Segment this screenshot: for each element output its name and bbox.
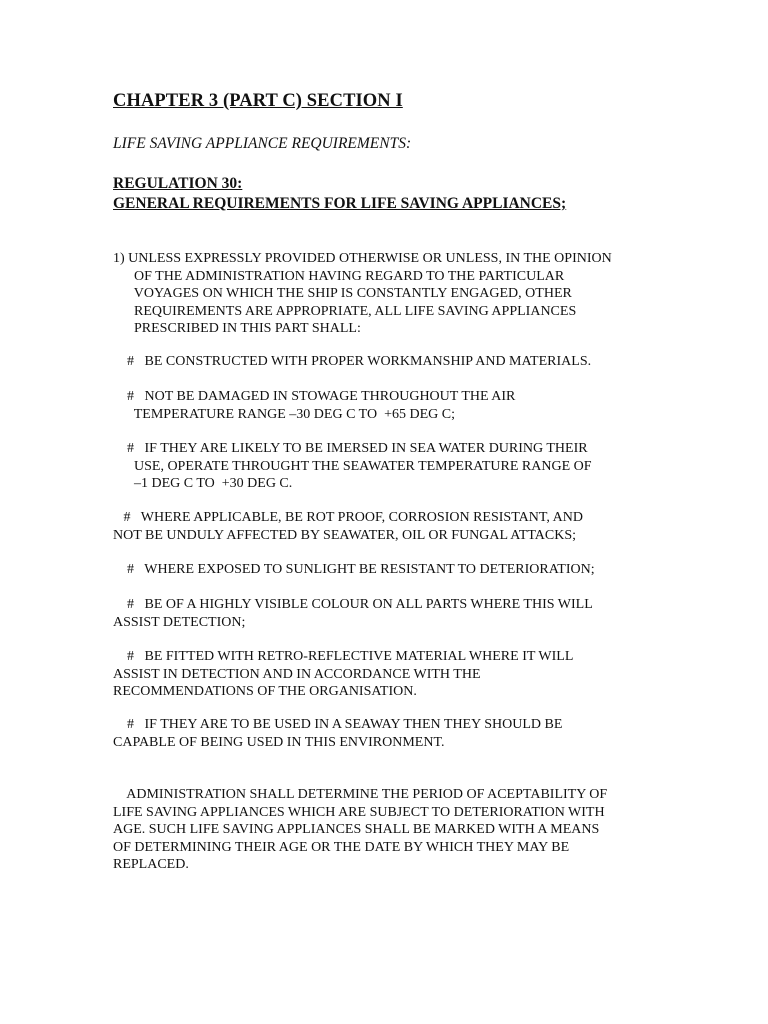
regulation-title: GENERAL REQUIREMENTS FOR LIFE SAVING APPLIANCES; <box>113 195 567 212</box>
requirement-item: # WHERE APPLICABLE, BE ROT PROOF, CORROSION RESISTANT, AND NOT BE UNDULY AFFECTED BY SEAWATER, OIL OR FUNGAL ATTACKS; <box>113 510 583 543</box>
requirement-item: # NOT BE DAMAGED IN STOWAGE THROUGHOUT THE AIR TEMPERATURE RANGE –30 DEG C TO +65 DEG C; <box>127 389 516 422</box>
intro-paragraph: 1) UNLESS EXPRESSLY PROVIDED OTHERWISE OR UNLESS, IN THE OPINION OF THE ADMINISTRATION HAVING REGARD TO THE PARTICULAR VOYAGES ON WHICH THE SHIP IS CONSTANTLY ENGAGED, OTHER REQUIREMENTS ARE APPROPRIATE, ALL LIFE SAVING APPLIANCES PRESCRIBED IN THIS PART SHALL: <box>113 251 612 337</box>
requirement-item: # IF THEY ARE LIKELY TO BE IMERSED IN SEA WATER DURING THEIR USE, OPERATE THROUGHT THE SEAWATER TEMPERATURE RANGE OF –1 DEG C TO +30 DEG C. <box>127 441 592 492</box>
requirement-item: # BE FITTED WITH RETRO-REFLECTIVE MATERIAL WHERE IT WILL ASSIST IN DETECTION AND IN ACCORDANCE WITH THE RECOMMENDATIONS OF THE ORGANISATION. <box>113 649 574 700</box>
chapter-title: CHAPTER 3 (PART C) SECTION I <box>113 91 403 111</box>
closing-paragraph: ADMINISTRATION SHALL DETERMINE THE PERIOD OF ACEPTABILITY OF LIFE SAVING APPLIANCES WHICH ARE SUBJECT TO DETERIORATION WITH AGE. SUCH LIFE SAVING APPLIANCES SHALL BE MARKED WITH A MEANS OF DETERMINING THEIR AGE OR THE DATE BY WHICH THEY MAY BE REPLACED. <box>113 787 608 873</box>
requirement-item: # WHERE EXPOSED TO SUNLIGHT BE RESISTANT TO DETERIORATION; <box>113 562 595 577</box>
requirement-item: # BE OF A HIGHLY VISIBLE COLOUR ON ALL PARTS WHERE THIS WILL ASSIST DETECTION; <box>113 597 593 630</box>
requirement-item: # BE CONSTRUCTED WITH PROPER WORKMANSHIP AND MATERIALS. <box>113 354 592 369</box>
section-subtitle: LIFE SAVING APPLIANCE REQUIREMENTS: <box>113 135 412 152</box>
requirement-item: # IF THEY ARE TO BE USED IN A SEAWAY THEN THEY SHOULD BE CAPABLE OF BEING USED IN THIS ENVIRONMENT. <box>113 717 563 750</box>
regulation-number: REGULATION 30: <box>113 175 243 192</box>
